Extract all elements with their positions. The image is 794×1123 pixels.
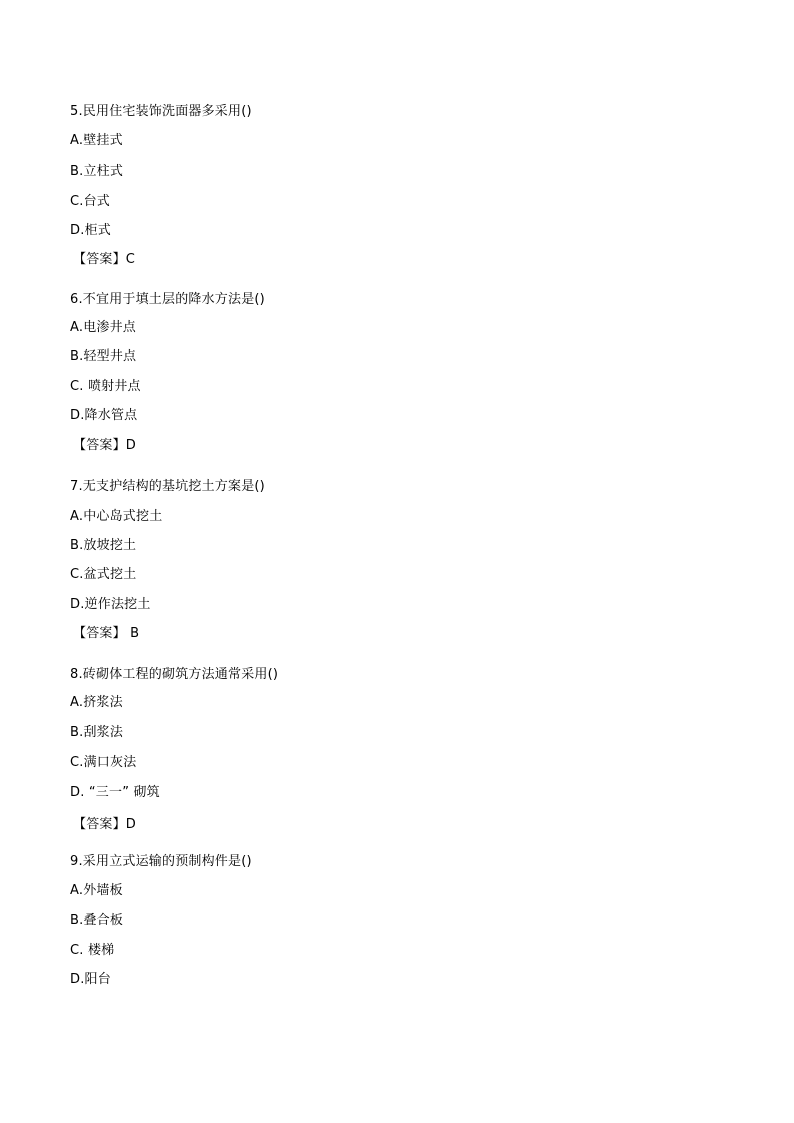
question-6-option-a: A.电渗井点 bbox=[70, 320, 136, 335]
question-8-option-a: A.挤浆法 bbox=[70, 695, 123, 710]
question-6-stem: 6.不宜用于填土层的降水方法是() bbox=[70, 292, 265, 307]
question-9-option-b: B.叠合板 bbox=[70, 913, 124, 928]
question-7-option-b: B.放坡挖土 bbox=[70, 538, 137, 553]
question-5-answer: 【答案】C bbox=[73, 252, 136, 267]
question-9-option-c: C. 楼梯 bbox=[70, 943, 115, 958]
question-7-option-d: D.逆作法挖土 bbox=[70, 597, 151, 612]
question-9-option-d: D.阳台 bbox=[70, 972, 111, 987]
question-7-answer: 【答案】 B bbox=[73, 626, 140, 641]
question-5-option-d: D.柜式 bbox=[70, 223, 111, 238]
question-5-option-c: C.台式 bbox=[70, 194, 111, 209]
question-9-option-a: A.外墙板 bbox=[70, 883, 123, 898]
question-8-answer: 【答案】D bbox=[73, 817, 137, 832]
question-8-option-d: D. “三一” 砌筑 bbox=[70, 785, 160, 800]
question-7-option-c: C.盆式挖土 bbox=[70, 567, 137, 582]
question-7-option-a: A.中心岛式挖土 bbox=[70, 509, 163, 524]
question-8-option-c: C.满口灰法 bbox=[70, 755, 137, 770]
question-9-stem: 9.采用立式运输的预制构件是() bbox=[70, 854, 252, 869]
question-6-option-d: D.降水管点 bbox=[70, 408, 138, 423]
question-8-stem: 8.砖砌体工程的砌筑方法通常采用() bbox=[70, 667, 279, 682]
question-5-option-b: B.立柱式 bbox=[70, 164, 124, 179]
question-5-stem: 5.民用住宅装饰洗面器多采用() bbox=[70, 104, 252, 119]
question-5-option-a: A.壁挂式 bbox=[70, 133, 123, 148]
question-6-option-b: B.轻型井点 bbox=[70, 349, 137, 364]
question-7-stem: 7.无支护结构的基坑挖土方案是() bbox=[70, 479, 265, 494]
question-6-option-c: C. 喷射井点 bbox=[70, 379, 141, 394]
question-8-option-b: B.刮浆法 bbox=[70, 725, 124, 740]
question-6-answer: 【答案】D bbox=[73, 438, 137, 453]
